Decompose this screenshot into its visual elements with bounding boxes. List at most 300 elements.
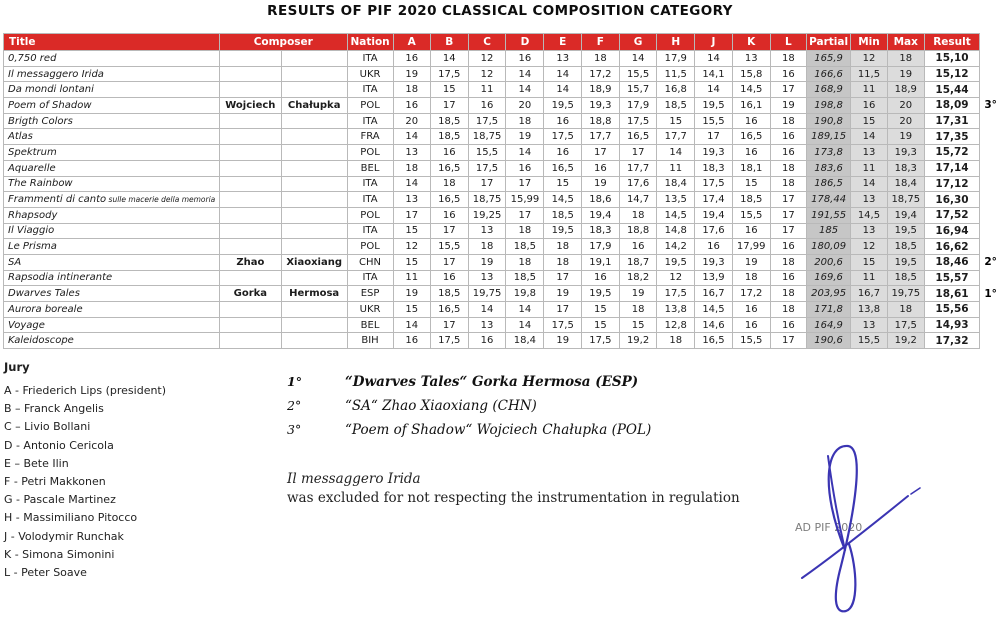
partial-cell: 165,9 <box>807 51 851 67</box>
score-cell-a: 11 <box>393 270 430 286</box>
score-cell-a: 15 <box>393 223 430 239</box>
score-cell-k: 16,1 <box>732 98 770 114</box>
composer-first-cell <box>219 207 281 223</box>
score-cell-g: 17 <box>619 145 657 161</box>
max-cell: 18,5 <box>887 239 924 255</box>
result-cell: 15,72 <box>924 145 980 161</box>
column-header-composer: Composer <box>219 34 347 51</box>
score-cell-d: 16 <box>506 160 544 176</box>
score-cell-e: 14,5 <box>544 192 582 208</box>
score-cell-f: 19,5 <box>582 286 620 302</box>
partial-cell: 173,8 <box>807 145 851 161</box>
score-cell-f: 15 <box>582 302 620 318</box>
min-cell: 13 <box>851 317 888 333</box>
min-cell: 12 <box>851 239 888 255</box>
max-cell: 17,5 <box>887 317 924 333</box>
column-header-title: Title <box>4 34 220 51</box>
score-cell-h: 13,5 <box>657 192 695 208</box>
max-cell: 19 <box>887 66 924 82</box>
score-cell-l: 18 <box>770 160 806 176</box>
composer-last-cell <box>281 207 347 223</box>
result-cell: 15,12 <box>924 66 980 82</box>
max-cell: 18,3 <box>887 160 924 176</box>
column-header-result: Result <box>924 34 980 51</box>
score-cell-d: 17 <box>506 176 544 192</box>
result-cell: 17,31 <box>924 113 980 129</box>
composer-last-cell: Chałupka <box>281 98 347 114</box>
table-row <box>4 254 1000 270</box>
nation-cell: FRA <box>347 129 393 145</box>
score-cell-l: 16 <box>770 145 806 161</box>
composer-last-cell: Xiaoxiang <box>281 254 347 270</box>
title-cell: Le Prisma <box>4 239 220 255</box>
rank-marker <box>980 145 1000 161</box>
jury-member: E – Bete Ilin <box>4 456 69 470</box>
score-cell-b: 15 <box>430 82 468 98</box>
result-cell: 16,94 <box>924 223 980 239</box>
score-cell-k: 16 <box>732 145 770 161</box>
jury-section <box>4 360 166 582</box>
result-cell: 15,57 <box>924 270 980 286</box>
score-cell-c: 17,5 <box>468 113 506 129</box>
table-row <box>4 223 1000 239</box>
score-cell-g: 16,5 <box>619 129 657 145</box>
rank-marker <box>980 129 1000 145</box>
composer-first-cell <box>219 223 281 239</box>
table-row <box>4 333 1000 349</box>
rank-marker <box>980 192 1000 208</box>
score-cell-a: 15 <box>393 254 430 270</box>
score-cell-k: 13 <box>732 51 770 67</box>
score-cell-e: 16,5 <box>544 160 582 176</box>
score-cell-c: 15,5 <box>468 145 506 161</box>
nation-cell: ITA <box>347 82 393 98</box>
score-cell-f: 18,9 <box>582 82 620 98</box>
score-cell-g: 19 <box>619 286 657 302</box>
score-cell-f: 17 <box>582 145 620 161</box>
score-cell-d: 18,5 <box>506 239 544 255</box>
min-cell: 14 <box>851 176 888 192</box>
score-cell-a: 20 <box>393 113 430 129</box>
partial-cell: 198,8 <box>807 98 851 114</box>
title-cell: Il messaggero Irida <box>4 66 220 82</box>
score-cell-c: 18,75 <box>468 192 506 208</box>
composer-first-cell <box>219 333 281 349</box>
score-cell-b: 16,5 <box>430 302 468 318</box>
score-cell-f: 17,5 <box>582 333 620 349</box>
composer-first-cell <box>219 317 281 333</box>
score-cell-f: 18,8 <box>582 113 620 129</box>
score-cell-a: 16 <box>393 333 430 349</box>
table-row <box>4 270 1000 286</box>
table-row <box>4 286 1000 302</box>
podium-winner-text: “Dwarves Tales“ Gorka Hermosa (ESP) <box>345 374 639 390</box>
result-cell: 16,62 <box>924 239 980 255</box>
nation-cell: ITA <box>347 223 393 239</box>
score-cell-f: 19,1 <box>582 254 620 270</box>
score-cell-g: 18,8 <box>619 223 657 239</box>
score-cell-h: 11 <box>657 160 695 176</box>
signature-label: AD PIF 2020 <box>795 521 863 534</box>
score-cell-h: 11,5 <box>657 66 695 82</box>
score-cell-b: 14 <box>430 51 468 67</box>
max-cell: 18,4 <box>887 176 924 192</box>
composer-first-cell <box>219 192 281 208</box>
composer-first-cell <box>219 51 281 67</box>
score-cell-d: 14 <box>506 82 544 98</box>
score-cell-c: 12 <box>468 51 506 67</box>
score-cell-l: 16 <box>770 66 806 82</box>
nation-cell: ITA <box>347 192 393 208</box>
score-cell-g: 18,7 <box>619 254 657 270</box>
composer-last-cell <box>281 317 347 333</box>
score-cell-a: 17 <box>393 207 430 223</box>
score-cell-j: 17 <box>695 129 733 145</box>
score-cell-e: 18,5 <box>544 207 582 223</box>
column-header-judge-b: B <box>430 34 468 51</box>
score-cell-k: 16,5 <box>732 129 770 145</box>
score-cell-a: 19 <box>393 286 430 302</box>
score-cell-g: 15,5 <box>619 66 657 82</box>
nation-cell: BIH <box>347 333 393 349</box>
score-cell-k: 19 <box>732 254 770 270</box>
exclusion-note-title: Il messaggero Irida <box>287 471 421 487</box>
composer-first-cell <box>219 66 281 82</box>
table-row <box>4 160 1000 176</box>
result-cell: 18,46 <box>924 254 980 270</box>
score-cell-j: 19,3 <box>695 254 733 270</box>
score-cell-g: 17,9 <box>619 98 657 114</box>
score-cell-l: 16 <box>770 270 806 286</box>
table-row <box>4 51 1000 67</box>
jury-member: C – Livio Bollani <box>4 420 91 434</box>
score-cell-f: 18,6 <box>582 192 620 208</box>
min-cell: 11 <box>851 160 888 176</box>
result-cell: 17,12 <box>924 176 980 192</box>
score-cell-c: 17 <box>468 176 506 192</box>
min-cell: 11 <box>851 270 888 286</box>
score-cell-c: 13 <box>468 223 506 239</box>
score-cell-j: 16,7 <box>695 286 733 302</box>
score-cell-g: 14 <box>619 51 657 67</box>
score-cell-b: 17,5 <box>430 333 468 349</box>
table-row <box>4 82 1000 98</box>
partial-cell: 189,15 <box>807 129 851 145</box>
score-cell-l: 18 <box>770 254 806 270</box>
score-cell-j: 14,1 <box>695 66 733 82</box>
score-cell-l: 17 <box>770 207 806 223</box>
score-cell-l: 17 <box>770 223 806 239</box>
score-cell-c: 19 <box>468 254 506 270</box>
max-cell: 18 <box>887 51 924 67</box>
score-cell-e: 16 <box>544 113 582 129</box>
score-cell-c: 12 <box>468 66 506 82</box>
composer-last-cell <box>281 223 347 239</box>
title-cell: Aurora boreale <box>4 302 220 318</box>
score-cell-b: 18,5 <box>430 129 468 145</box>
column-header-nation: Nation <box>347 34 393 51</box>
score-cell-l: 18 <box>770 286 806 302</box>
score-cell-b: 18 <box>430 176 468 192</box>
min-cell: 11,5 <box>851 66 888 82</box>
score-cell-e: 19,5 <box>544 98 582 114</box>
score-cell-g: 15 <box>619 317 657 333</box>
results-table <box>3 33 1000 349</box>
podium-winner-text: “Poem of Shadow“ Wojciech Chałupka (POL) <box>345 422 652 438</box>
score-cell-j: 14,6 <box>695 317 733 333</box>
composer-last-cell <box>281 192 347 208</box>
max-cell: 20 <box>887 98 924 114</box>
score-cell-k: 14,5 <box>732 82 770 98</box>
score-cell-f: 18 <box>582 51 620 67</box>
score-cell-f: 17,9 <box>582 239 620 255</box>
score-cell-b: 17,5 <box>430 66 468 82</box>
score-cell-g: 17,6 <box>619 176 657 192</box>
score-cell-j: 17,4 <box>695 192 733 208</box>
column-header-judge-f: F <box>582 34 620 51</box>
score-cell-j: 16 <box>695 239 733 255</box>
partial-cell: 164,9 <box>807 317 851 333</box>
score-cell-j: 17,6 <box>695 223 733 239</box>
score-cell-d: 20 <box>506 98 544 114</box>
score-cell-k: 15,8 <box>732 66 770 82</box>
score-cell-d: 14 <box>506 66 544 82</box>
result-cell: 15,44 <box>924 82 980 98</box>
result-cell: 18,61 <box>924 286 980 302</box>
score-cell-c: 13 <box>468 317 506 333</box>
score-cell-a: 16 <box>393 51 430 67</box>
score-cell-k: 16 <box>732 223 770 239</box>
partial-cell: 191,55 <box>807 207 851 223</box>
nation-cell: ITA <box>347 270 393 286</box>
nation-cell: CHN <box>347 254 393 270</box>
partial-cell: 178,44 <box>807 192 851 208</box>
result-cell: 17,32 <box>924 333 980 349</box>
column-header-judge-a: A <box>393 34 430 51</box>
score-cell-f: 19,4 <box>582 207 620 223</box>
score-cell-f: 16 <box>582 270 620 286</box>
score-cell-j: 16,5 <box>695 333 733 349</box>
score-cell-a: 14 <box>393 317 430 333</box>
table-row <box>4 207 1000 223</box>
composer-last-cell <box>281 113 347 129</box>
score-cell-e: 18 <box>544 254 582 270</box>
min-cell: 12 <box>851 51 888 67</box>
score-cell-e: 17 <box>544 302 582 318</box>
rank-marker: 2° <box>984 256 997 269</box>
rank-marker <box>980 239 1000 255</box>
score-cell-g: 15,7 <box>619 82 657 98</box>
composer-last-cell <box>281 51 347 67</box>
score-cell-h: 19,5 <box>657 254 695 270</box>
podium-line <box>287 422 651 438</box>
score-cell-e: 17,5 <box>544 129 582 145</box>
min-cell: 16 <box>851 98 888 114</box>
composer-first-cell <box>219 82 281 98</box>
composer-first-cell <box>219 129 281 145</box>
nation-cell: UKR <box>347 302 393 318</box>
table-row <box>4 176 1000 192</box>
score-cell-a: 13 <box>393 192 430 208</box>
partial-cell: 166,6 <box>807 66 851 82</box>
column-header-judge-k: K <box>732 34 770 51</box>
score-cell-h: 17,7 <box>657 129 695 145</box>
title-cell: 0,750 red <box>4 51 220 67</box>
rank-marker <box>980 317 1000 333</box>
score-cell-l: 17 <box>770 192 806 208</box>
max-cell: 19 <box>887 129 924 145</box>
rank-marker <box>980 51 1000 67</box>
partial-cell: 180,09 <box>807 239 851 255</box>
score-cell-c: 19,25 <box>468 207 506 223</box>
score-cell-f: 16 <box>582 160 620 176</box>
score-cell-g: 19,2 <box>619 333 657 349</box>
score-cell-b: 18,5 <box>430 113 468 129</box>
score-cell-g: 16 <box>619 239 657 255</box>
rank-marker <box>980 302 1000 318</box>
score-cell-l: 17 <box>770 333 806 349</box>
score-cell-b: 17 <box>430 98 468 114</box>
score-cell-k: 16 <box>732 302 770 318</box>
exclusion-note-body: was excluded for not respecting the instrumentation in regulation <box>287 490 740 506</box>
min-cell: 13 <box>851 223 888 239</box>
score-cell-b: 15,5 <box>430 239 468 255</box>
score-cell-g: 14,7 <box>619 192 657 208</box>
rank-marker <box>980 223 1000 239</box>
jury-member: J - Volodymir Runchak <box>4 529 124 543</box>
score-cell-a: 18 <box>393 82 430 98</box>
title-cell: Rhapsody <box>4 207 220 223</box>
result-cell: 17,52 <box>924 207 980 223</box>
min-cell: 15 <box>851 113 888 129</box>
max-cell: 19,5 <box>887 254 924 270</box>
min-cell: 13 <box>851 192 888 208</box>
title-cell: Frammenti di canto sulle macerie della memoria <box>4 192 220 208</box>
nation-cell: POL <box>347 239 393 255</box>
score-cell-h: 17,9 <box>657 51 695 67</box>
min-cell: 16,7 <box>851 286 888 302</box>
rank-marker <box>980 66 1000 82</box>
result-cell: 15,56 <box>924 302 980 318</box>
score-cell-d: 18 <box>506 223 544 239</box>
score-cell-h: 15 <box>657 113 695 129</box>
score-cell-d: 15,99 <box>506 192 544 208</box>
score-cell-j: 19,4 <box>695 207 733 223</box>
score-cell-j: 18,3 <box>695 160 733 176</box>
composer-first-cell: Gorka <box>219 286 281 302</box>
score-cell-d: 14 <box>506 145 544 161</box>
score-cell-e: 14 <box>544 82 582 98</box>
score-cell-f: 15 <box>582 317 620 333</box>
score-cell-d: 18 <box>506 113 544 129</box>
column-header-judge-d: D <box>506 34 544 51</box>
rank-marker: 3° <box>984 99 997 112</box>
score-cell-a: 16 <box>393 98 430 114</box>
column-header-judge-g: G <box>619 34 657 51</box>
score-cell-a: 15 <box>393 302 430 318</box>
score-cell-h: 18,4 <box>657 176 695 192</box>
result-cell: 14,93 <box>924 317 980 333</box>
partial-cell: 185 <box>807 223 851 239</box>
score-cell-k: 18,1 <box>732 160 770 176</box>
composer-first-cell: Zhao <box>219 254 281 270</box>
score-cell-e: 13 <box>544 51 582 67</box>
column-header-judge-h: H <box>657 34 695 51</box>
column-header-partial: Partial <box>807 34 851 51</box>
table-header-row <box>4 34 1000 51</box>
score-cell-k: 18 <box>732 270 770 286</box>
composer-last-cell: Hermosa <box>281 286 347 302</box>
score-cell-l: 18 <box>770 302 806 318</box>
score-cell-b: 16 <box>430 145 468 161</box>
nation-cell: ITA <box>347 51 393 67</box>
table-row <box>4 98 1000 114</box>
max-cell: 19,5 <box>887 223 924 239</box>
score-cell-h: 14,5 <box>657 207 695 223</box>
title-cell: Da mondi lontani <box>4 82 220 98</box>
score-cell-d: 14 <box>506 317 544 333</box>
title-cell: Poem of Shadow <box>4 98 220 114</box>
partial-cell: 190,8 <box>807 113 851 129</box>
partial-cell: 186,5 <box>807 176 851 192</box>
score-cell-k: 16 <box>732 113 770 129</box>
score-cell-a: 13 <box>393 145 430 161</box>
score-cell-g: 17,5 <box>619 113 657 129</box>
composer-first-cell <box>219 160 281 176</box>
rank-marker <box>980 207 1000 223</box>
rank-marker <box>980 333 1000 349</box>
max-cell: 18 <box>887 302 924 318</box>
title-cell: SA <box>4 254 220 270</box>
nation-cell: UKR <box>347 66 393 82</box>
min-cell: 13 <box>851 145 888 161</box>
jury-list <box>4 382 166 582</box>
table-row <box>4 239 1000 255</box>
rank-marker <box>980 160 1000 176</box>
score-cell-j: 13,9 <box>695 270 733 286</box>
title-cell: Il Viaggio <box>4 223 220 239</box>
max-cell: 19,3 <box>887 145 924 161</box>
score-cell-h: 18 <box>657 333 695 349</box>
podium-line <box>287 398 651 414</box>
score-cell-j: 19,3 <box>695 145 733 161</box>
score-cell-e: 17,5 <box>544 317 582 333</box>
composer-first-cell <box>219 113 281 129</box>
nation-cell: ITA <box>347 113 393 129</box>
score-cell-d: 16 <box>506 51 544 67</box>
score-cell-j: 14 <box>695 82 733 98</box>
score-cell-b: 16 <box>430 270 468 286</box>
result-cell: 15,10 <box>924 51 980 67</box>
score-cell-a: 19 <box>393 66 430 82</box>
score-cell-k: 18,5 <box>732 192 770 208</box>
score-cell-e: 19,5 <box>544 223 582 239</box>
column-header-max: Max <box>887 34 924 51</box>
max-cell: 19,2 <box>887 333 924 349</box>
score-cell-e: 15 <box>544 176 582 192</box>
score-cell-k: 15,5 <box>732 207 770 223</box>
title-cell: Kaleidoscope <box>4 333 220 349</box>
score-cell-g: 18 <box>619 207 657 223</box>
max-cell: 20 <box>887 113 924 129</box>
max-cell: 18,9 <box>887 82 924 98</box>
partial-cell: 169,6 <box>807 270 851 286</box>
score-cell-g: 18 <box>619 302 657 318</box>
score-cell-h: 17,5 <box>657 286 695 302</box>
title-cell: Aquarelle <box>4 160 220 176</box>
jury-member: B – Franck Angelis <box>4 402 104 416</box>
score-cell-k: 15,5 <box>732 333 770 349</box>
